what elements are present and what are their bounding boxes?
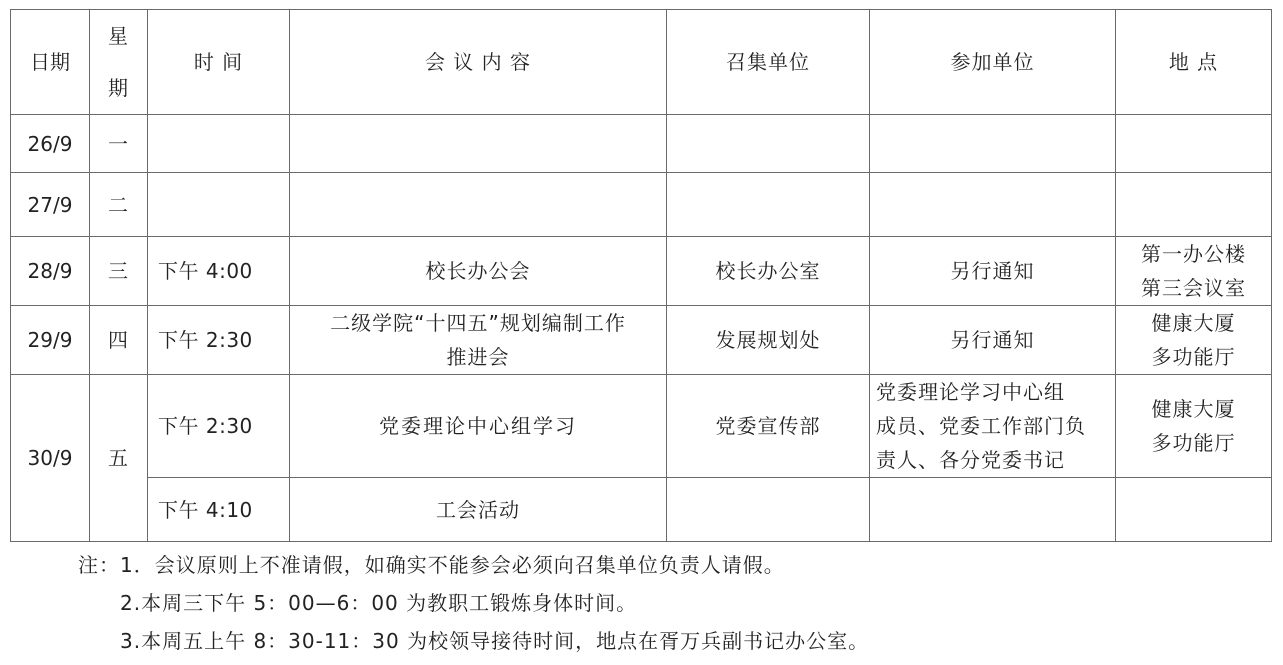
location-line: 健康大厦 <box>1151 311 1236 335</box>
location-line: 第三会议室 <box>1141 276 1246 300</box>
row-participants: 另行通知 <box>870 237 1116 306</box>
header-time: 时 间 <box>148 10 290 115</box>
row-convener: 校长办公室 <box>667 237 870 306</box>
row-participants <box>870 173 1116 237</box>
row-time <box>148 115 290 173</box>
row-location <box>1116 173 1272 237</box>
row-content: 党委理论中心组学习 <box>290 375 667 478</box>
note-line: 注：1．会议原则上不准请假，如确实不能参会必须向召集单位负责人请假。 <box>78 553 785 577</box>
location-line: 多功能厅 <box>1151 345 1236 369</box>
row-participants <box>870 478 1116 542</box>
row-location <box>1116 375 1272 478</box>
row-content: 校长办公会 <box>290 237 667 306</box>
row-content <box>290 173 667 237</box>
header-weekday <box>90 10 148 115</box>
row-time: 下午 4:10 <box>148 478 290 542</box>
row-convener <box>667 173 870 237</box>
row-weekday: 四 <box>90 306 148 375</box>
table-row <box>11 237 1272 306</box>
header-row <box>11 10 1272 115</box>
row-weekday: 三 <box>90 237 148 306</box>
row-content <box>290 306 667 375</box>
header-convener: 召集单位 <box>667 10 870 115</box>
row-convener: 党委宣传部 <box>667 375 870 478</box>
note-line: 2.本周三下午 5：00—6：00 为教职工锻炼身体时间。 <box>120 591 638 615</box>
row-location <box>1116 478 1272 542</box>
row-date: 30/9 <box>11 375 90 542</box>
row-date: 26/9 <box>11 115 90 173</box>
row-location <box>1116 115 1272 173</box>
header-date: 日期 <box>11 10 90 115</box>
table-row <box>11 306 1272 375</box>
table-row <box>11 375 1272 478</box>
header-participants: 参加单位 <box>870 10 1116 115</box>
location-line: 健康大厦 <box>1151 397 1236 421</box>
row-date: 28/9 <box>11 237 90 306</box>
row-weekday: 二 <box>90 173 148 237</box>
location-line: 多功能厅 <box>1151 431 1236 455</box>
content-line: 推进会 <box>446 345 510 369</box>
row-time <box>148 173 290 237</box>
row-convener: 发展规划处 <box>667 306 870 375</box>
row-convener <box>667 115 870 173</box>
row-weekday: 五 <box>90 375 148 542</box>
table-row <box>11 115 1272 173</box>
participants-line: 责人、各分党委书记 <box>876 448 1065 472</box>
row-participants <box>870 115 1116 173</box>
header-weekday-line2: 期 <box>108 76 129 100</box>
row-location <box>1116 306 1272 375</box>
row-weekday: 一 <box>90 115 148 173</box>
row-date: 29/9 <box>11 306 90 375</box>
row-convener <box>667 478 870 542</box>
location-line: 第一办公楼 <box>1141 242 1246 266</box>
meeting-schedule-table <box>10 9 1272 542</box>
participants-line: 党委理论学习中心组 <box>876 380 1065 404</box>
row-participants: 另行通知 <box>870 306 1116 375</box>
row-content <box>290 115 667 173</box>
row-date: 27/9 <box>11 173 90 237</box>
note-line: 3.本周五上午 8：30-11：30 为校领导接待时间，地点在胥万兵副书记办公室。 <box>120 629 870 653</box>
table-row <box>11 173 1272 237</box>
row-time: 下午 4:00 <box>148 237 290 306</box>
header-weekday-line1: 星 <box>108 24 129 48</box>
notes-section <box>78 546 869 660</box>
participants-line: 成员、党委工作部门负 <box>876 414 1086 438</box>
row-location <box>1116 237 1272 306</box>
row-content: 工会活动 <box>290 478 667 542</box>
content-line: 二级学院“十四五”规划编制工作 <box>330 311 626 335</box>
row-participants <box>870 375 1116 478</box>
table-row <box>11 478 1272 542</box>
row-time: 下午 2:30 <box>148 375 290 478</box>
row-time: 下午 2:30 <box>148 306 290 375</box>
header-location: 地 点 <box>1116 10 1272 115</box>
header-content: 会 议 内 容 <box>290 10 667 115</box>
